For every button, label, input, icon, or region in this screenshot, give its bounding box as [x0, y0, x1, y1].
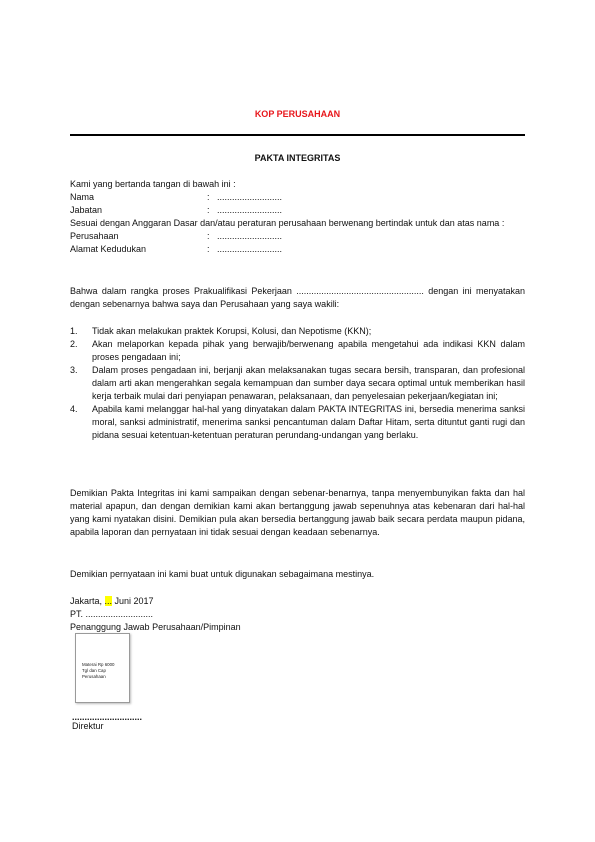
- field-colon: :: [207, 244, 210, 254]
- field-label: Perusahaan: [70, 231, 119, 241]
- list-number: 3.: [70, 365, 78, 375]
- list-item: [70, 403, 525, 442]
- list-text: Akan melaporkan kepada pihak yang berwajib/berwenang apabila mengetahui ada indikasi KKN dalam proses pengadaan ini;: [92, 339, 525, 362]
- stamp-line: Materai Rp 6000: [82, 662, 115, 667]
- list-item: [70, 325, 525, 338]
- signature-block: [70, 595, 525, 634]
- field-colon: :: [207, 192, 210, 202]
- field-row-nama: [70, 191, 525, 204]
- intro-opening: Kami yang bertanda tangan di bawah ini :: [70, 179, 236, 189]
- statement-paragraph: Bahwa dalam rangka proses Prakualifikasi Pekerjaan ................................................... dengan ini menyatakan dengan sebenarnya bahwa saya dan Perusahaan yang saya wakili:: [70, 286, 525, 309]
- company-name-line: PT. ...........................: [70, 609, 154, 619]
- closing-paragraph: Demikian Pakta Integritas ini kami sampaikan dengan sebenar-benarnya, tanpa menyembunyikan fakta dan hal material apapun, dan dengan demikian kami akan bertanggung jawab sepenuhnya atas kebenaran dari hal-hal yang kami nyatakan disini. Demikian pula akan bersedia bertanggung jawab baik secara perdata maupun pidana, apabila laporan dan pernyataan ini tidak sesuai dengan keadaan sebenarnya.: [70, 488, 525, 537]
- list-number: 4.: [70, 404, 78, 414]
- list-item: [70, 338, 525, 364]
- field-value: ..........................: [217, 231, 283, 241]
- field-label: Nama: [70, 192, 95, 202]
- field-value: ..........................: [217, 244, 283, 254]
- field-label: Alamat Kedudukan: [70, 244, 147, 254]
- authority-basis: Sesuai dengan Anggaran Dasar dan/atau peraturan perusahaan berwenang bertindak untuk dan atas nama :: [70, 218, 505, 228]
- field-colon: :: [207, 205, 210, 215]
- signatory-title: Direktur: [72, 721, 104, 731]
- place-text: Jakarta,: [70, 596, 105, 606]
- date-day-placeholder: ...: [104, 596, 113, 606]
- company-letterhead: KOP PERUSAHAAN: [254, 109, 341, 119]
- list-text: Tidak akan melakukan praktek Korupsi, Kolusi, dan Nepotisme (KKN);: [92, 326, 372, 336]
- stamp-text: [82, 662, 126, 680]
- field-row-jabatan: [70, 204, 525, 217]
- signature-line: ............................: [72, 712, 143, 722]
- header-divider: [70, 134, 525, 136]
- stamp-line: Perusahaan: [82, 674, 106, 679]
- document-title: PAKTA INTEGRITAS: [254, 153, 341, 163]
- list-number: 2.: [70, 339, 78, 349]
- field-colon: :: [207, 231, 210, 241]
- stamp-box: [75, 633, 130, 703]
- signatory-role: Penanggung Jawab Perusahaan/Pimpinan: [70, 622, 241, 632]
- field-label: Jabatan: [70, 205, 103, 215]
- list-number: 1.: [70, 326, 78, 336]
- list-text: Dalam proses pengadaan ini, berjanji akan melaksanakan tugas secara bersih, transparan, dan profesional dalam arti akan mengerahkan segala kemampuan dan sumber daya secara optimal untuk memberikan hasil kerja terbaik mulai dari penyiapan penawaran, pelaksanaan, dan penyelesaian pekerjaan/kegiatan ini;: [92, 365, 525, 401]
- list-text: Apabila kami melanggar hal-hal yang dinyatakan dalam PAKTA INTEGRITAS ini, bersedia menerima sanksi moral, sanksi administratif, menerima sanksi pencantuman dalam Daftar Hitam, serta dituntut ganti rugi dan pidana sesuai ketentuan-ketentuan peraturan perundang-undangan yang berlaku.: [92, 404, 525, 440]
- field-row-alamat: [70, 243, 525, 256]
- place-date: [70, 595, 525, 608]
- stamp-line: Tgl dan Cap: [82, 668, 106, 673]
- commitment-list: [70, 325, 525, 442]
- date-month-year: Juni 2017: [112, 596, 154, 606]
- closing-sentence: Demikian pernyataan ini kami buat untuk digunakan sebagaimana mestinya.: [70, 569, 375, 579]
- field-row-perusahaan: [70, 230, 525, 243]
- field-value: ..........................: [217, 192, 283, 202]
- list-item: [70, 364, 525, 403]
- field-value: ..........................: [217, 205, 283, 215]
- intro-section: [70, 178, 525, 256]
